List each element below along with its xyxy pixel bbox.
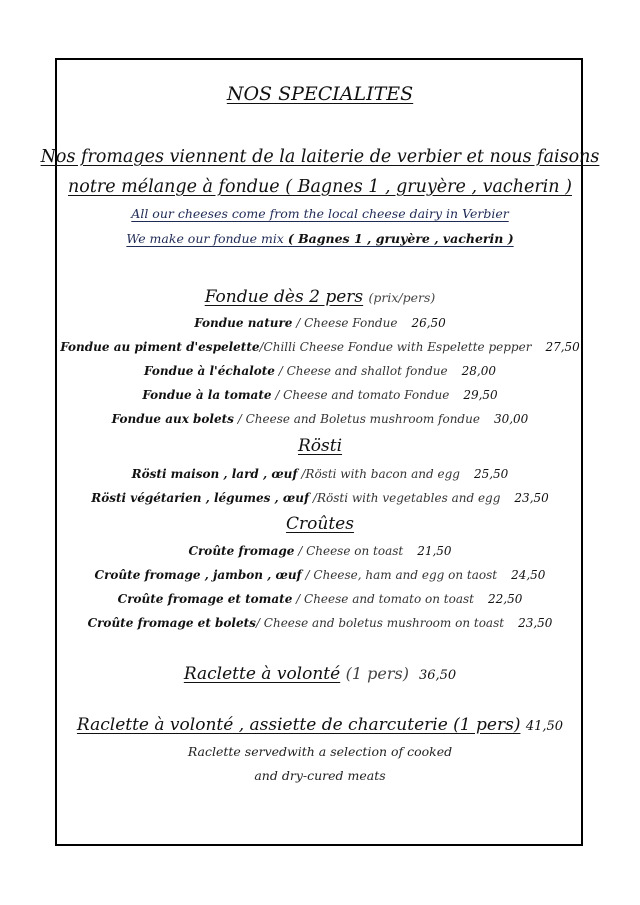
intro-english-blend: ( Bagnes 1 , gruyère , vacherin )	[287, 231, 514, 246]
item-price: 25,50	[473, 467, 509, 481]
item-price: 30,00	[493, 412, 529, 426]
item-name: Rösti végétarien , légumes , œuf	[91, 491, 310, 505]
item-translation: /Chilli Cheese Fondue with Espelette pepper	[259, 340, 532, 354]
item-price: 26,50	[411, 316, 446, 330]
item-translation: / Cheese and tomato on toast	[292, 592, 474, 606]
raclette-price: 36,50	[418, 668, 457, 683]
item-name: Croûte fromage	[188, 544, 295, 558]
item-translation: /Rösti with bacon and egg	[297, 467, 460, 481]
item-translation: / Cheese and tomato Fondue	[271, 388, 450, 402]
item-translation: / Cheese on toast	[294, 544, 404, 558]
item-translation: / Cheese and shallot fondue	[274, 364, 448, 378]
item-translation: / Cheese and boletus mushroom on toast	[255, 616, 505, 630]
menu-item	[0, 545, 640, 558]
menu-item	[0, 593, 640, 606]
raclette-pers: (1 pers)	[345, 664, 409, 683]
item-translation: / Cheese and Boletus mushroom fondue	[233, 412, 480, 426]
item-translation: / Cheese, ham and egg on taost	[301, 568, 498, 582]
fondue-price-note: (prix/pers)	[368, 290, 436, 305]
raclette-charcuterie-price: 41,50	[525, 719, 564, 734]
intro-english-text: We make our fondue mix	[126, 231, 288, 246]
intro-english-line-1: All our cheeses come from the local cheese dairy in Verbier	[131, 206, 509, 221]
menu-item	[0, 389, 640, 402]
item-price: 21,50	[417, 544, 452, 558]
raclette-item	[0, 665, 640, 684]
item-price: 29,50	[463, 388, 498, 402]
item-name: Fondue au piment d'espelette	[60, 340, 260, 354]
intro-english-line-2	[0, 232, 640, 246]
croutes-heading: Croûtes	[286, 514, 354, 534]
menu-item	[0, 413, 640, 426]
menu-item	[0, 341, 640, 354]
item-price: 28,00	[461, 364, 496, 378]
item-name: Rösti maison , lard , œuf	[131, 467, 298, 481]
item-name: Croûte fromage et tomate	[117, 592, 293, 606]
item-price: 22,50	[487, 592, 523, 606]
menu-item	[0, 569, 640, 582]
item-name: Fondue nature	[194, 316, 293, 330]
item-price: 23,50	[514, 491, 549, 505]
menu-item	[0, 492, 640, 505]
menu-item	[0, 317, 640, 330]
fondue-heading: Fondue dès 2 pers	[204, 287, 364, 307]
intro-line-1: Nos fromages viennent de la laiterie de verbier et nous faisons	[40, 147, 600, 167]
item-name: Fondue aux bolets	[111, 412, 234, 426]
menu-item	[0, 617, 640, 630]
raclette-description-2: and dry-cured meats	[254, 768, 386, 783]
page-title: NOS SPECIALITES	[226, 83, 414, 105]
item-price: 24,50	[511, 568, 546, 582]
item-translation: /Rösti with vegetables and egg	[309, 491, 501, 505]
item-translation: / Cheese Fondue	[292, 316, 398, 330]
item-price: 23,50	[518, 616, 553, 630]
item-name: Fondue à la tomate	[142, 388, 272, 402]
section-heading-croutes	[0, 515, 640, 534]
raclette-description-1: Raclette servedwith a selection of cooked	[187, 744, 453, 759]
section-heading-rosti	[0, 437, 640, 456]
item-price: 27,50	[545, 340, 580, 354]
raclette-charcuterie-item	[0, 716, 640, 735]
intro-line-2: notre mélange à fondue ( Bagnes 1 , gruyère , vacherin )	[68, 177, 572, 197]
item-name: Croûte fromage , jambon , œuf	[94, 568, 302, 582]
section-heading-fondue	[0, 288, 640, 307]
raclette-charcuterie-name: Raclette à volonté , assiette de charcuterie (1 pers)	[76, 715, 521, 735]
menu-item	[0, 365, 640, 378]
raclette-name: Raclette à volonté	[183, 664, 341, 684]
item-name: Croûte fromage et bolets	[87, 616, 256, 630]
menu-item	[0, 468, 640, 481]
rosti-heading: Rösti	[297, 436, 343, 456]
item-name: Fondue à l'échalote	[144, 364, 275, 378]
